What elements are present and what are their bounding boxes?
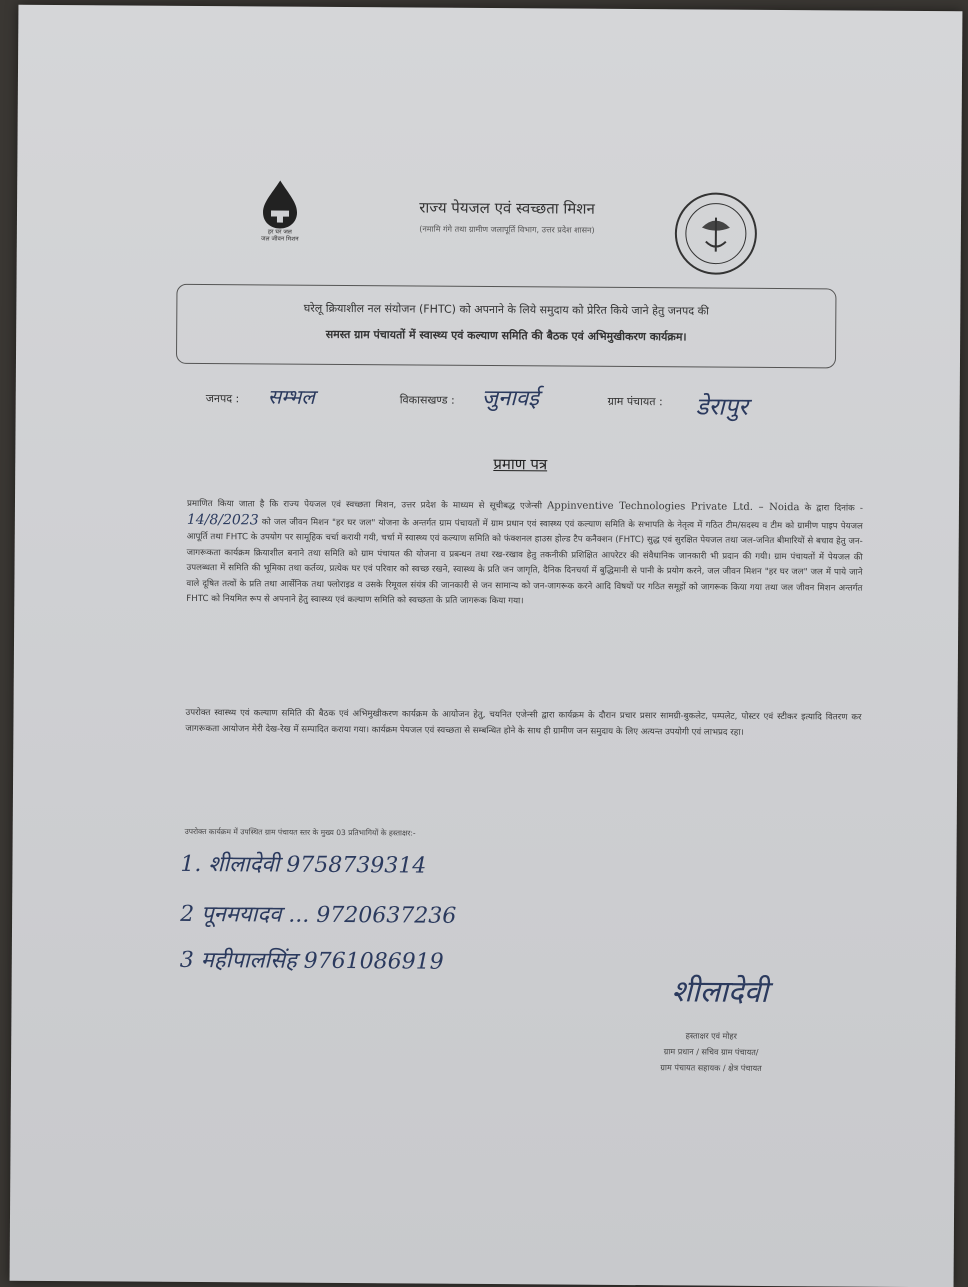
jal-jeevan-mission-logo xyxy=(245,176,315,246)
logo-text-line1: हर घर जल xyxy=(267,228,292,236)
participant-entry-3: 3 महीपालसिंह 9761086919 xyxy=(179,947,444,975)
participants-intro: उपरोक्त कार्यक्रम में उपस्थित ग्राम पंचायत स्तर के मुख्य 03 प्रतिभागियों के हस्ताक्षर:- xyxy=(184,826,416,838)
certificate-paragraph-2: उपरोक्त स्वास्थ्य एवं कल्याण समिति की बैठक एवं अभिमुखीकरण कार्यक्रम के आयोजन हेतु, चयनित एजेन्सी द्वारा कार्यक्रम के दौरान प्रचार प्रसार सामग्री-बुकलेट, पम्पलेट, पोस्टर एवं स्टीकर इत्यादि वितरण कर जागरूकता आयोजन मेरी देख-रेख में सम्पादित कराया गया। कार्यक्रम पेयजल एवं स्वच्छता से सम्बन्धित होने के साथ ही ग्रामीण जन समुदाय के लिए अत्यन्त उपयोगी एवं लाभप्रद रहा। xyxy=(185,707,862,738)
gram-panchayat-value: डेरापुर xyxy=(695,392,749,421)
signature: शीलादेवी xyxy=(671,974,769,1010)
p1-part-a: प्रमाणित किया जाता है कि राज्य पेयजल एवं स्वच्छता मिशन, उत्तर प्रदेश के माध्यम से सूचीबद्ध एजेन्सी xyxy=(186,498,542,512)
block-label: विकासखण्ड : xyxy=(399,393,455,407)
certificate-paragraph-1 xyxy=(186,496,863,612)
logo-text-line2: जल जीवन मिशन xyxy=(261,235,299,243)
banner-line1: घरेलू क्रियाशील नल संयोजन (FHTC) को अपनाने के लिये समुदाय को प्रेरित किये जाने हेतु जनपद की xyxy=(303,301,709,318)
mission-subtitle: (नमामि गंगे तथा ग्रामीण जलापूर्ति विभाग, उत्तर प्रदेश शासन) xyxy=(419,224,595,235)
p1-part-b: के द्वारा दिनांक - xyxy=(804,503,864,514)
signature-caption-1: हस्ताक्षर एवं मोहर xyxy=(685,1031,737,1041)
certificate-title: प्रमाण पत्र xyxy=(493,455,548,474)
signature-caption-3: ग्राम पंचायत सहायक / क्षेत्र पंचायत xyxy=(660,1063,762,1073)
gram-panchayat-label: ग्राम पंचायत : xyxy=(607,394,663,409)
banner-line2: समस्त ग्राम पंचायतों में स्वास्थ्य एवं कल्याण समिति की बैठक एवं अभिमुखीकरण कार्यक्रम। xyxy=(325,327,687,344)
up-state-emblem xyxy=(672,189,761,278)
district-label: जनपद : xyxy=(205,392,240,406)
program-banner xyxy=(176,284,837,369)
participant-entry-1: 1. शीलादेवी 9758739314 xyxy=(180,851,427,879)
block-value: जुनावई xyxy=(481,385,540,412)
p1-part-c: को जल जीवन मिशन "हर घर जल" योजना के अन्तर्गत ग्राम पंचायतों में ग्राम प्रधान एवं स्वास्थ्य एवं कल्याण समिति के सभापति के नेतृत्व में गठित टीम/सदस्य व टीम को ग्रामीण पाइप पेयजल आपूर्ति तथा FHTC के उपयोग पर सामूहिक चर्चा करायी गयी, चर्चा में स्वास्थ्य एवं कल्याण समिति को फंक्शनल हाउस होल्ड टैप कनैक्शन (FHTC) सुद्ध एवं सुरक्षित पेयजल तथा जल-जनित बीमारियों से बचाव हेतु जन-जागरूकता कार्यक्रम क्रियाशील बनाने तथा समिति को ग्राम पंचायत की योजना व प्रबन्धन तथा रख-रखाव हेतु तकनीकी प्रशिक्षित आपरेटर की संवैधानिक जानकारी भी प्रदान की गयी। ग्राम पंचायतों में पेयजल की उपलब्धता में समिति की भूमिका तथा कर्तव्य, प्रत्येक घर एवं परिवार को स्वच्छ रखने, स्वास्थ्य के प्रति जन जागृति, दैनिक दिनचर्या में बुद्धिमानी से पानी के प्रयोग करने, जल जीवन मिशन "हर घर जल" जल में पाये जाने वाले दूषित तत्वों के प्रति तथा आर्सेनिक तथा फ्लोराइड व उसके रिमूवल संयंत्र की जानकारी से जन सामान्य को जन-जागरूक करने आदि विषयों पर गठित समूहों को जागरूक किया गया तथा जल जीवन मिशन अन्तर्गत FHTC को नियमित रूप से अपनाने हेतु स्वास्थ्य एवं कल्याण समिति को स्वच्छता के प्रति जागरूक किया गया। xyxy=(186,516,863,607)
signature-caption-2: ग्राम प्रधान / सचिव ग्राम पंचायत/ xyxy=(663,1047,759,1057)
handwritten-date: 14/8/2023 xyxy=(186,511,259,528)
document-page xyxy=(10,5,963,1287)
district-value: सम्भल xyxy=(267,384,315,409)
agency-name: Appinventive Technologies Private Ltd. – Noida xyxy=(547,500,800,514)
participant-entry-2: 2 पूनमयादव ... 9720637236 xyxy=(180,901,457,929)
mission-title: राज्य पेयजल एवं स्वच्छता मिशन xyxy=(419,198,595,218)
